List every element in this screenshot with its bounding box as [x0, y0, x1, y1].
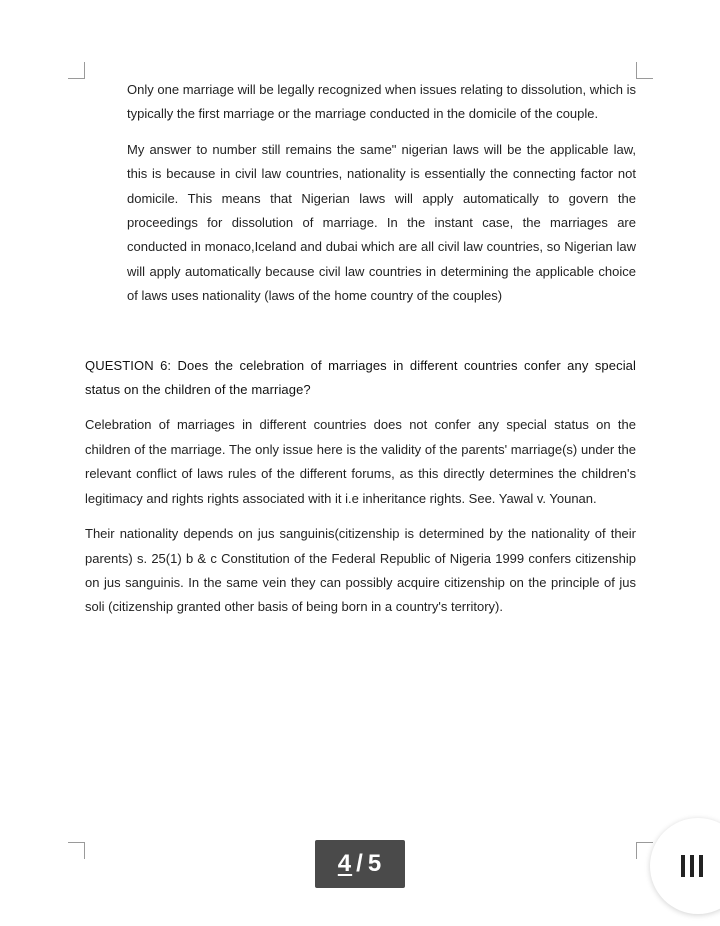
answer-paragraph-nationality: Their nationality depends on jus sanguinis(citizenship is determined by the nationality of their parents) s. 25(1) b & c Constitution of the Federal Republic of Nigeria 1999 confers citizenship on jus sanguinis. In the same vein they can possibly acquire citizenship on the principle of jus soli (citizenship granted other basis of being born in a country's territory).: [85, 526, 636, 615]
page-corner-mark-top-left: [68, 62, 85, 79]
paragraph-dissolution: Only one marriage will be legally recognized when issues relating to dissolution, which is typically the first marriage or the marriage conducted in the domicile of the couple.: [127, 82, 636, 122]
total-pages: 5: [367, 850, 383, 877]
menu-icon: [681, 855, 703, 877]
menu-button[interactable]: [650, 818, 720, 914]
page-indicator: [315, 840, 405, 888]
page-corner-mark-bottom-left: [68, 842, 85, 859]
page-corner-mark-top-right: [636, 62, 653, 79]
page-separator: /: [356, 850, 364, 877]
current-page-number: 4: [337, 850, 353, 877]
answer-paragraph-status: Celebration of marriages in different countries does not confer any special status on the children of the marriage. The only issue here is the validity of the parents' marriage(s) under the relevant conflict of laws rules of the different forums, as this directly determines the children's legitimacy and rights rights associated with it i.e inheritance rights. See. Yawal v. Younan.: [85, 417, 636, 506]
document-body: [85, 78, 636, 631]
question-heading: QUESTION 6: Does the celebration of marriages in different countries confer any special status on the children of the marriage?: [85, 357, 636, 398]
paragraph-applicable-law: My answer to number still remains the same" nigerian laws will be the applicable law, this is because in civil law countries, nationality is essentially the connecting factor not domicile. This means that Nigerian laws will apply automatically to govern the proceedings for dissolution of marriage. In the instant case, the marriages are conducted in monaco,Iceland and dubai which are all civil law countries, so Nigerian law will apply automatically because civil law countries in determining the applicable choice of laws uses nationality (laws of the home country of the couples): [127, 141, 636, 304]
